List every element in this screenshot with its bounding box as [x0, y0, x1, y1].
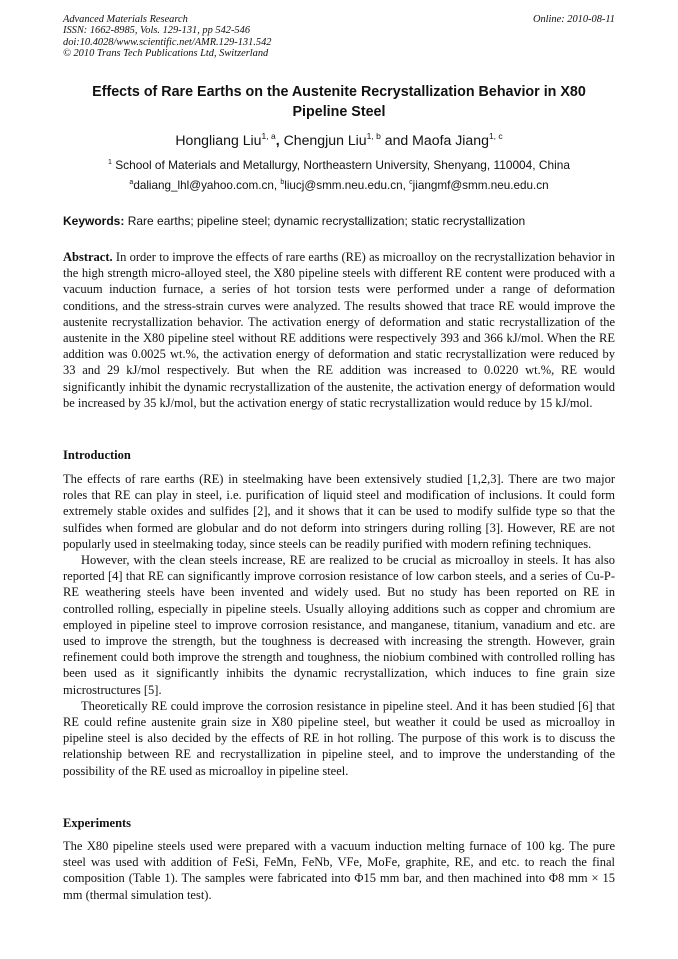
author-emails — [0, 179, 678, 192]
affiliation-text: School of Materials and Metallurgy, Northeastern University, Shenyang, 110004, China — [111, 158, 570, 172]
copyright-line: © 2010 Trans Tech Publications Ltd, Switzerland — [63, 47, 269, 59]
author-2-sup: 1, b — [366, 131, 381, 141]
experiments-heading: Experiments — [63, 816, 132, 830]
author-separator-1: , — [275, 132, 284, 148]
journal-header — [63, 14, 615, 59]
doi-line: doi:10.4028/www.scientific.net/AMR.129-131.542 — [63, 36, 272, 48]
abstract-text: In order to improve the effects of rare earths (RE) as microalloy on the recrystallization behavior in the high strength micro-alloyed steel, the X80 pipeline steels with different RE content were produced with a vacuum induction furnace, a series of hot torsion tests were performed under a range of deformation conditions, and the stress-strain curves were analyzed. The results showed that trace RE would improve the austenite recrystallization behavior. The activation energy of deformation and static recrystallization of the austenite in the X80 pipeline steel without RE additions were respectively 393 and 366 kJ/mol. When the RE addition was 0.0025 wt.%, the activation energy of deformation and static recrystallization were reduced by 33 and 29 kJ/mol respectively. But when the RE addition was increased to 0.0220 wt.%, RE would significantly inhibit the dynamic recrystallization of the austenite, the activation energy of deformation would be increased by 35 kJ/mol, but the activation energy of static recrystallization would reduce by 15 kJ/mol. — [63, 250, 615, 410]
title-line-2: Pipeline Steel — [292, 104, 386, 120]
affiliation — [0, 158, 678, 172]
title-line-1: Effects of Rare Earths on the Austenite Recrystallization Behavior in X80 — [92, 84, 586, 100]
email-a: daliang_lhl@yahoo.com.cn, — [133, 179, 281, 192]
keywords — [63, 214, 525, 228]
journal-name: Advanced Materials Research — [63, 14, 188, 25]
experiments-paragraph-1: The X80 pipeline steels used were prepared with a vacuum induction melting furnace of 100 kg. The pure steel was used with addition of FeSi, FeMn, FeNb, VFe, MoFe, graphite, RE, and etc. to reach the final composition (Table 1). The samples were fabricated into Φ15 mm bar, and then machined into Φ8 mm × 15 mm (thermal simulation test). — [63, 839, 615, 902]
email-c: jiangmf@smm.neu.edu.cn — [412, 179, 549, 192]
author-3-sup: 1, c — [488, 131, 503, 141]
abstract-paragraph — [63, 249, 615, 411]
intro-paragraph-3: Theoretically RE could improve the corrosion resistance in pipeline steel. And it has been studied [6] that RE could refine austenite grain size in X80 pipeline steel, but weather it could be used as microalloy in pipeline steel is also decided by the effects of RE in hot rolling. The purpose of this work is to discuss the relationship between RE and recrystallization in pipeline steel, and to improve the understanding of the possibility of the RE used as microalloy in pipeline steel. — [63, 698, 615, 778]
paper-title — [50, 82, 628, 122]
author-3: Maofa Jiang — [412, 132, 489, 148]
experiments-body — [63, 838, 615, 903]
issn-line: ISSN: 1662-8985, Vols. 129-131, pp 542-546 — [63, 25, 251, 37]
author-separator-2: and — [380, 132, 413, 148]
abstract — [63, 249, 615, 411]
online-date: Online: 2010-08-11 — [532, 14, 615, 25]
email-a-sup: a — [129, 179, 134, 186]
introduction-heading: Introduction — [63, 448, 131, 462]
keywords-text: Rare earths; pipeline steel; dynamic recrystallization; static recrystallization — [124, 214, 526, 228]
email-b-sup: b — [280, 179, 285, 186]
author-1: Hongliang Liu — [175, 132, 262, 148]
affiliation-sup: 1 — [108, 159, 112, 166]
intro-paragraph-1: The effects of rare earths (RE) in steelmaking have been extensively studied [1,2,3]. There are two major roles that RE can play in steel, i.e. purification of liquid steel and modification of inclusions. It could form extremely stable oxides and sulfides [2], and it shows that it can be used to modify sulfide type so that the sulfides when formed are globular and do not deform into stringers during rolling [3]. However, RE are not popularly used in steelmaking today, since steels can be readily purified with modern refining techniques. — [63, 472, 615, 551]
email-b: liucj@smm.neu.edu.cn, — [284, 179, 410, 192]
author-2: Chengjun Liu — [283, 132, 367, 148]
intro-paragraph-2: However, with the clean steels increase, RE are realized to be crucial as microalloy in steels. It has also reported [4] that RE can significantly improve corrosion resistance of low carbon steels, and a series of Cu-P-RE weathering steels have been invented and widely used. But no study has been reported on RE in controlled rolling, especially in pipeline steels. Usually alloying additions such as copper and chromium are employed in pipeline steel to improve corrosion resistance, and manganese, titanium, vanadium and etc. are used to improve the strength, but the toughness is decreased with increasing the strength. However, grain refinement could both improve the strength and toughness, the niobium combined with controlled rolling has been used as it significantly inhibits the dynamic recrystallization, which induces to fine grain size microstructures [5]. — [63, 553, 615, 697]
author-1-sup: 1, a — [261, 131, 276, 141]
keywords-label: Keywords: — [63, 214, 125, 228]
abstract-label: Abstract. — [63, 250, 113, 264]
introduction-body — [63, 471, 615, 779]
author-list — [0, 131, 678, 148]
email-c-sup: c — [409, 179, 413, 186]
